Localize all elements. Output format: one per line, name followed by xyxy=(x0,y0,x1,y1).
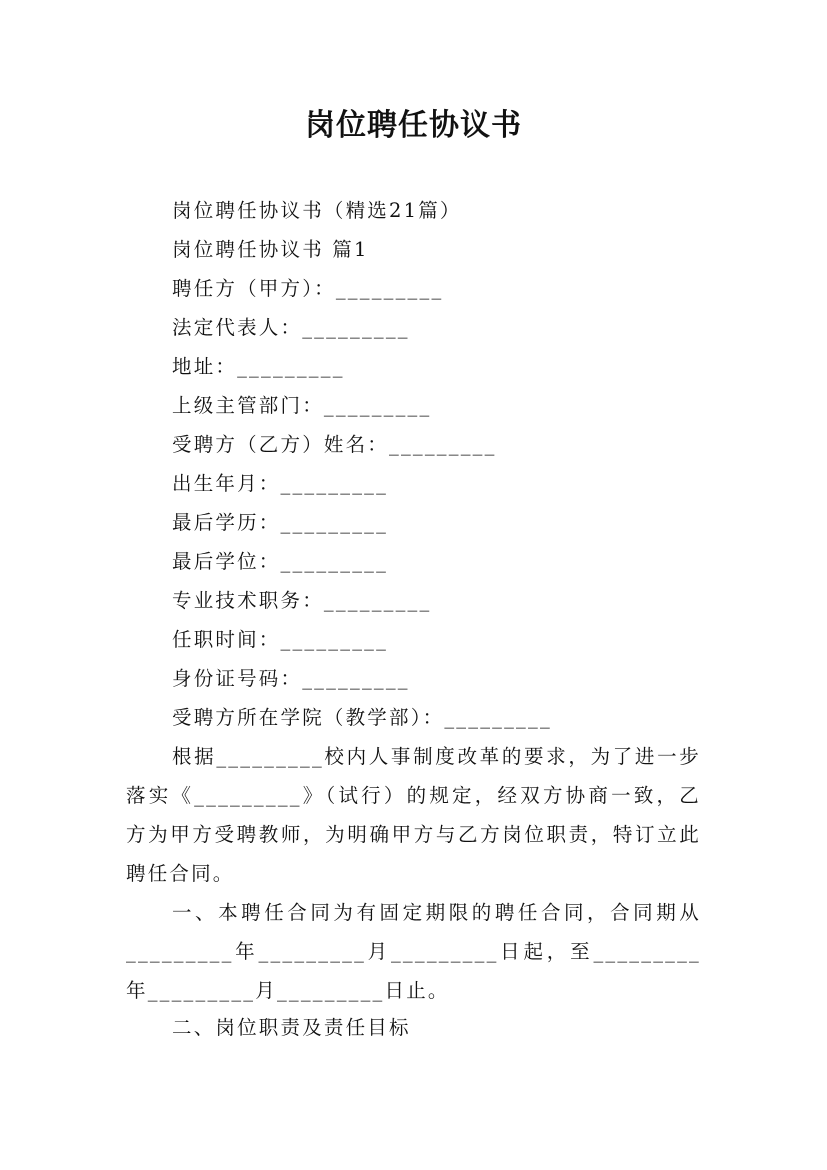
field-birth-date: 出生年月：_________ xyxy=(172,472,389,495)
field-degree: 最后学位：_________ xyxy=(172,550,389,573)
paragraph-contract-term: 一、本聘任合同为有固定期限的聘任合同，合同期从_________年_________月_________日起，至_________年_________月_________日止。 xyxy=(126,901,701,1002)
field-legal-representative: 法定代表人：_________ xyxy=(172,316,410,339)
field-appointment-time: 任职时间：_________ xyxy=(172,628,389,651)
field-id-number: 身份证号码：_________ xyxy=(172,667,410,690)
section-two-heading: 二、岗位职责及责任目标 xyxy=(172,1016,411,1039)
field-employer: 聘任方（甲方）：_________ xyxy=(172,277,444,300)
document-title: 岗位聘任协议书 xyxy=(305,108,522,143)
subtitle-line: 岗位聘任协议书（精选21篇） xyxy=(172,199,462,222)
field-supervising-department: 上级主管部门：_________ xyxy=(172,394,432,417)
field-employee-name: 受聘方（乙方）姓名：_________ xyxy=(172,433,497,456)
field-college: 受聘方所在学院（教学部）：_________ xyxy=(172,706,552,729)
field-education: 最后学历：_________ xyxy=(172,511,389,534)
section-heading: 岗位聘任协议书 篇1 xyxy=(172,238,369,261)
field-professional-title: 专业技术职务：_________ xyxy=(172,589,432,612)
paragraph-basis: 根据_________校内人事制度改革的要求，为了进一步落实《_________》（试行）的规定，经双方协商一致，乙方为甲方受聘教师，为明确甲方与乙方岗位职责，特订立此聘任合同。 xyxy=(126,745,701,885)
field-address: 地址：_________ xyxy=(172,355,345,378)
